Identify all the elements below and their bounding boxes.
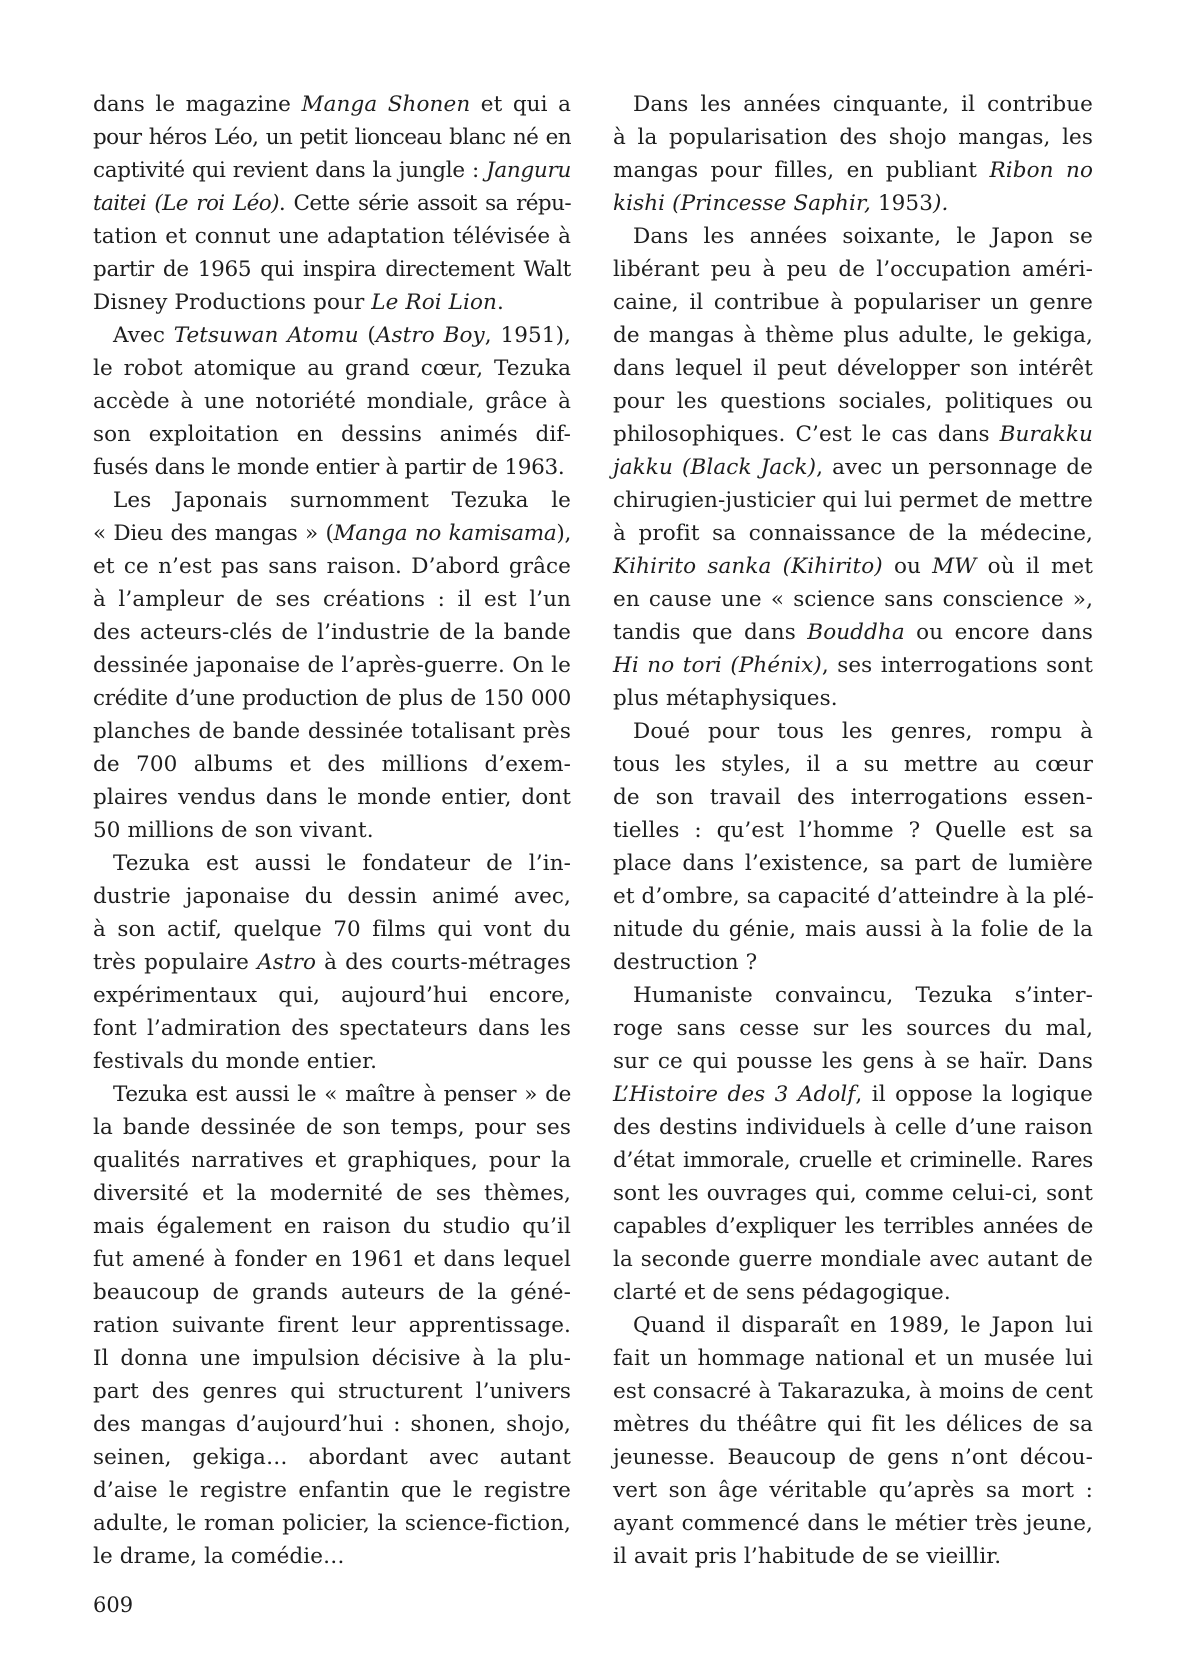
text-line (93, 682, 571, 715)
text-line (613, 1177, 1093, 1210)
text-line (613, 517, 1093, 550)
italic-title-text: kishi (Princesse Saphir, (613, 191, 871, 216)
text-line (93, 1474, 571, 1507)
body-text: libérant peu à peu de l’occupation améri- (613, 257, 1093, 282)
text-line (93, 979, 571, 1012)
text-line (613, 1276, 1093, 1309)
italic-title-text: Tetsuwan Atomu (173, 323, 359, 348)
text-line (93, 748, 571, 781)
text-line (613, 1309, 1093, 1342)
body-text: diversité et la modernité de ses thèmes, (93, 1181, 571, 1206)
text-line (93, 1210, 571, 1243)
body-text: vert son âge véritable qu’après sa mort : (613, 1478, 1093, 1503)
body-text: pour les questions sociales, politiques ou (613, 389, 1093, 414)
text-line (613, 286, 1093, 319)
text-line (613, 1078, 1093, 1111)
body-text: qualités narratives et graphiques, pour la (93, 1148, 571, 1173)
body-text: Humaniste convaincu, Tezuka s’inter- (633, 983, 1093, 1008)
left-text-column (93, 88, 571, 1573)
body-text: ( (358, 323, 376, 348)
body-text: planches de bande dessinée totalisant près (93, 719, 571, 744)
text-line (93, 616, 571, 649)
text-line (93, 550, 571, 583)
italic-title-text: Astro (257, 950, 317, 975)
body-text: 1953 (870, 191, 933, 216)
text-line (613, 649, 1093, 682)
body-text: tation et connut une adaptation télévisée à (93, 224, 571, 249)
text-line (93, 484, 571, 517)
body-text: de 700 albums et des millions d’exem- (93, 752, 571, 777)
body-text: mais également en raison du studio qu’il (93, 1214, 571, 1239)
text-line (613, 253, 1093, 286)
text-line (93, 187, 571, 220)
body-text: la seconde guerre mondiale avec autant de (613, 1247, 1093, 1272)
text-line (93, 451, 571, 484)
body-text: ou (882, 554, 933, 579)
text-line (613, 1012, 1093, 1045)
text-line (613, 1045, 1093, 1078)
text-line (613, 1474, 1093, 1507)
text-line (93, 814, 571, 847)
text-line (613, 1408, 1093, 1441)
text-line (613, 1441, 1093, 1474)
text-line (93, 649, 571, 682)
body-text: dustrie japonaise du dessin animé avec, (93, 884, 571, 909)
text-line (93, 1441, 571, 1474)
body-text: fut amené à fonder en 1961 et dans lequel (93, 1247, 571, 1272)
body-text: et ce n’est pas sans raison. D’abord grâce (93, 554, 571, 579)
body-text: ration suivante firent leur apprentissage. (93, 1313, 571, 1338)
body-text: « Dieu des mangas » ( (93, 521, 334, 546)
body-text: adulte, le roman policier, la science-fiction, (93, 1511, 571, 1536)
text-line (93, 517, 571, 550)
text-line (93, 352, 571, 385)
body-text: Tezuka est aussi le « maître à penser » de (113, 1082, 571, 1107)
body-text: . Cette série assoit sa répu- (278, 191, 571, 216)
text-line (613, 385, 1093, 418)
body-text: Les Japonais surnomment Tezuka le (113, 488, 571, 513)
text-line (93, 286, 571, 319)
body-text: place dans l’existence, sa part de lumière (613, 851, 1093, 876)
body-text: Avec (113, 323, 174, 348)
text-line (613, 1507, 1093, 1540)
italic-title-text: jakku (Black Jack) (613, 455, 817, 480)
body-text: plaires vendus dans le monde entier, dont (93, 785, 571, 810)
body-text: il avait pris l’habitude de se vieillir. (613, 1544, 1002, 1569)
text-line (93, 913, 571, 946)
text-line (613, 715, 1093, 748)
text-line (93, 1243, 571, 1276)
body-text: très populaire (93, 950, 258, 975)
body-text: . (497, 290, 504, 315)
body-text: ayant commencé dans le métier très jeune, (613, 1511, 1093, 1536)
text-line (613, 583, 1093, 616)
text-line (613, 616, 1093, 649)
italic-title-text: Bouddha (807, 620, 905, 645)
body-text: Disney Productions pour (93, 290, 372, 315)
body-text: ), (556, 521, 571, 546)
text-line (93, 1342, 571, 1375)
body-text: à son actif, quelque 70 films qui vont du (93, 917, 571, 942)
body-text: à des courts-métrages (316, 950, 571, 975)
body-text: des destins individuels à celle d’une raison (613, 1115, 1093, 1140)
body-text: de son travail des interrogations essen- (613, 785, 1093, 810)
body-text: seinen, gekiga… abordant avec autant (93, 1445, 571, 1470)
text-line (93, 1012, 571, 1045)
body-text: beaucoup de grands auteurs de la géné- (93, 1280, 571, 1305)
text-line (613, 1540, 1093, 1573)
body-text: des acteurs-clés de l’industrie de la bande (93, 620, 571, 645)
body-text: où il met (976, 554, 1093, 579)
text-line (613, 1375, 1093, 1408)
text-line (93, 946, 571, 979)
body-text: Dans les années soixante, le Japon se (633, 224, 1093, 249)
body-text: à la popularisation des shojo mangas, les (613, 125, 1093, 150)
body-text: festivals du monde entier. (93, 1049, 378, 1074)
text-line (613, 319, 1093, 352)
body-text: tous les styles, il a su mettre au cœur (613, 752, 1093, 777)
italic-title-text: Ribon no (989, 158, 1093, 183)
body-text: tandis que dans (613, 620, 808, 645)
text-line (93, 1078, 571, 1111)
text-line (613, 1210, 1093, 1243)
italic-title-text: Manga no kamisama (333, 521, 557, 546)
text-line (93, 88, 571, 121)
body-text: d’aise le registre enfantin que le registre (93, 1478, 571, 1503)
text-line (93, 1111, 571, 1144)
body-text: le drame, la comédie… (93, 1544, 345, 1569)
text-line (93, 847, 571, 880)
body-text: dans lequel il peut développer son intérêt (613, 356, 1093, 381)
text-line (93, 1045, 571, 1078)
text-line (93, 220, 571, 253)
body-text: est consacré à Takarazuka, à moins de cent (613, 1379, 1093, 1404)
text-line (613, 550, 1093, 583)
body-text: Quand il disparaît en 1989, le Japon lui (633, 1313, 1093, 1338)
body-text: partir de 1965 qui inspira directement Walt (93, 257, 571, 282)
body-text: nitude du génie, mais aussi à la folie de la (613, 917, 1093, 942)
body-text: , 1951), (484, 323, 571, 348)
text-line (613, 154, 1093, 187)
body-text: fusés dans le monde entier à partir de 1963. (93, 455, 565, 480)
text-line (93, 1144, 571, 1177)
body-text: Doué pour tous les genres, rompu à (633, 719, 1093, 744)
italic-title-text: Burakku (999, 422, 1093, 447)
text-line (93, 418, 571, 451)
body-text: chirugien-justicier qui lui permet de mettre (613, 488, 1093, 513)
body-text: jeunesse. Beaucoup de gens n’ont décou- (613, 1445, 1093, 1470)
text-line (613, 220, 1093, 253)
page-number: 609 (93, 1593, 134, 1617)
text-line (93, 385, 571, 418)
text-line (93, 583, 571, 616)
body-text: des mangas d’aujourd’hui : shonen, shojo, (93, 1412, 571, 1437)
italic-title-text: ). (933, 191, 949, 216)
body-text: et qui a (470, 92, 572, 117)
text-line (613, 1144, 1093, 1177)
body-text: crédite d’une production de plus de 150 000 (93, 686, 571, 711)
body-text: caine, il contribue à populariser un genre (613, 290, 1093, 315)
text-line (93, 1177, 571, 1210)
body-text: expérimentaux qui, aujourd’hui encore, (93, 983, 571, 1008)
body-text: , il oppose la logique (855, 1082, 1093, 1107)
body-text: dans le magazine (93, 92, 302, 117)
body-text: pour héros Léo, un petit lionceau blanc né en (93, 125, 571, 150)
text-line (613, 187, 1093, 220)
text-line (93, 1408, 571, 1441)
body-text: Tezuka est aussi le fondateur de l’in- (113, 851, 571, 876)
body-text: part des genres qui structurent l’univers (93, 1379, 571, 1404)
italic-title-text: Hi no tori (Phénix) (613, 653, 822, 678)
italic-title-text: L’Histoire des 3 Adolf (613, 1082, 856, 1107)
body-text: son exploitation en dessins animés dif- (93, 422, 571, 447)
text-line (93, 1507, 571, 1540)
text-line (613, 88, 1093, 121)
text-line (93, 253, 571, 286)
text-line (613, 748, 1093, 781)
body-text: 50 millions de son vivant. (93, 818, 374, 843)
body-text: d’état immorale, cruelle et criminelle. Rares (613, 1148, 1093, 1173)
text-line (93, 781, 571, 814)
text-line (93, 880, 571, 913)
text-line (613, 352, 1093, 385)
body-text: plus métaphysiques. (613, 686, 838, 711)
text-line (613, 880, 1093, 913)
text-line (613, 451, 1093, 484)
text-line (93, 1309, 571, 1342)
body-text: mètres du théâtre qui fit les délices de sa (613, 1412, 1093, 1437)
text-line (613, 1111, 1093, 1144)
text-line (93, 121, 571, 154)
body-text: Il donna une impulsion décisive à la plu- (93, 1346, 571, 1371)
body-text: destruction ? (613, 950, 758, 975)
body-text: captivité qui revient dans la jungle : (93, 158, 487, 183)
italic-title-text: Astro Boy (375, 323, 485, 348)
text-line (93, 154, 571, 187)
text-line (613, 946, 1093, 979)
body-text: capables d’expliquer les terribles années de (613, 1214, 1093, 1239)
body-text: tielles : qu’est l’homme ? Quelle est sa (613, 818, 1093, 843)
body-text: sont les ouvrages qui, comme celui-ci, sont (613, 1181, 1093, 1206)
text-line (613, 484, 1093, 517)
text-line (93, 715, 571, 748)
text-line (613, 781, 1093, 814)
body-text: font l’admiration des spectateurs dans les (93, 1016, 571, 1041)
body-text: en cause une « science sans conscience », (613, 587, 1093, 612)
body-text: sur ce qui pousse les gens à se haïr. Dans (613, 1049, 1093, 1074)
text-line (613, 913, 1093, 946)
text-line (613, 682, 1093, 715)
italic-title-text: Manga Shonen (301, 92, 471, 117)
body-text: dessinée japonaise de l’après-guerre. On le (93, 653, 571, 678)
right-text-column (613, 88, 1093, 1573)
italic-title-text: MW (932, 554, 977, 579)
italic-title-text: taitei (Le roi Léo) (93, 191, 279, 216)
text-line (613, 1243, 1093, 1276)
body-text: ou encore dans (904, 620, 1094, 645)
body-text: la bande dessinée de son temps, pour ses (93, 1115, 571, 1140)
italic-title-text: Janguru (486, 158, 571, 183)
body-text: à l’ampleur de ses créations : il est l’un (93, 587, 571, 612)
body-text: Dans les années cinquante, il contribue (633, 92, 1093, 117)
body-text: à profit sa connaissance de la médecine, (613, 521, 1093, 546)
text-line (93, 1540, 571, 1573)
text-line (613, 121, 1093, 154)
body-text: , ses interrogations sont (821, 653, 1093, 678)
body-text: roge sans cesse sur les sources du mal, (613, 1016, 1093, 1041)
text-line (613, 979, 1093, 1012)
text-line (613, 814, 1093, 847)
body-text: fait un hommage national et un musée lui (613, 1346, 1093, 1371)
italic-title-text: Kihirito sanka (Kihirito) (613, 554, 883, 579)
body-text: clarté et de sens pédagogique. (613, 1280, 951, 1305)
body-text: de mangas à thème plus adulte, le gekiga, (613, 323, 1093, 348)
text-line (93, 319, 571, 352)
body-text: mangas pour filles, en publiant (613, 158, 990, 183)
body-text: philosophiques. C’est le cas dans (613, 422, 1000, 447)
body-text: , avec un personnage de (816, 455, 1093, 480)
text-line (93, 1375, 571, 1408)
text-line (613, 418, 1093, 451)
body-text: et d’ombre, sa capacité d’atteindre à la plé- (613, 884, 1094, 909)
italic-title-text: Le Roi Lion (371, 290, 498, 315)
body-text: le robot atomique au grand cœur, Tezuka (93, 356, 571, 381)
body-text: accède à une notoriété mondiale, grâce à (93, 389, 571, 414)
text-line (613, 1342, 1093, 1375)
text-line (93, 1276, 571, 1309)
text-line (613, 847, 1093, 880)
